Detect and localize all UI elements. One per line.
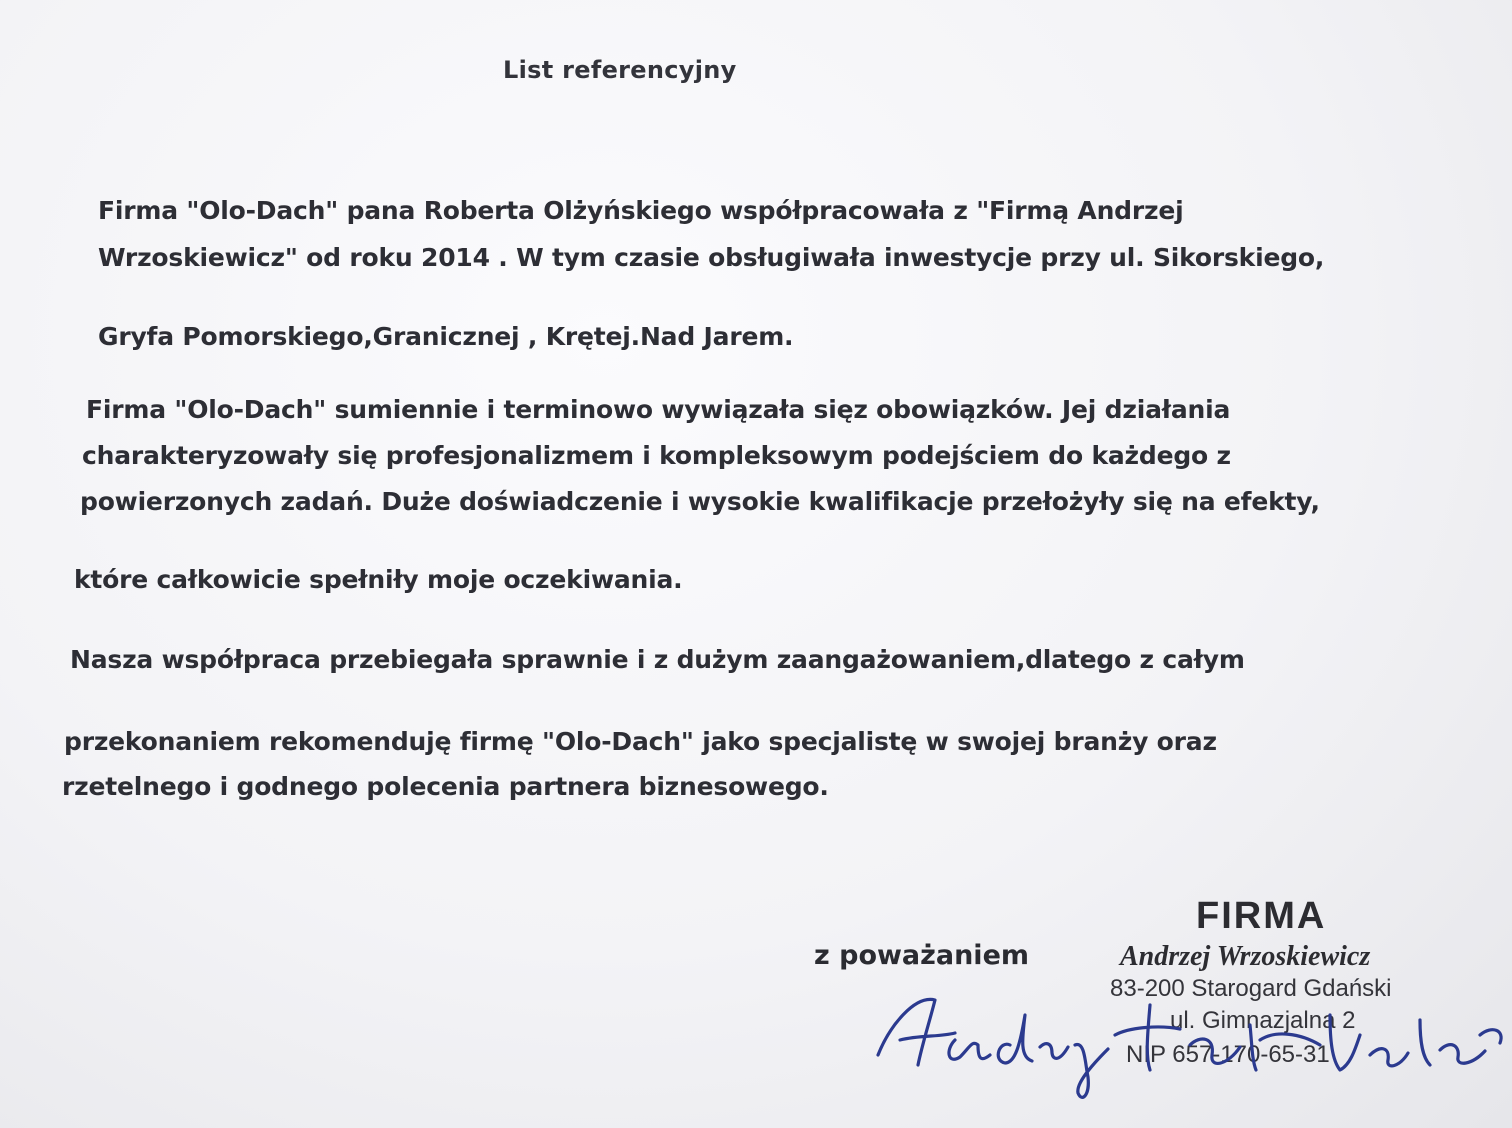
body-line: Gryfa Pomorskiego,Granicznej , Krętej.Nad Jarem.: [98, 322, 794, 351]
body-line: rzetelnego i godnego polecenia partnera biznesowego.: [62, 772, 829, 801]
closing-salutation: z poważaniem: [814, 940, 1030, 971]
stamp-street: ul. Gimnazjalna 2: [1170, 1007, 1356, 1034]
stamp-name: Andrzej Wrzoskiewicz: [1120, 941, 1371, 972]
body-line: które całkowicie spełniły moje oczekiwania.: [74, 565, 683, 594]
stamp-firma: FIRMA: [1196, 895, 1327, 937]
body-line: Wrzoskiewicz" od roku 2014 . W tym czasie obsługiwała inwestycje przy ul. Sikorskiego,: [98, 243, 1325, 272]
body-line: przekonaniem rekomenduję firmę "Olo-Dach" jako specjalistę w swojej branży oraz: [64, 727, 1217, 756]
body-line: Firma "Olo-Dach" pana Roberta Olżyńskiego współpracowała z "Firmą Andrzej: [98, 196, 1184, 225]
handwritten-signature: [860, 985, 1510, 1105]
body-line: Firma "Olo-Dach" sumiennie i terminowo wywiązała sięz obowiązków. Jej działania: [86, 395, 1231, 424]
stamp-city: 83-200 Starogard Gdański: [1110, 975, 1392, 1002]
stamp-nip: NIP 657-170-65-31: [1126, 1041, 1330, 1068]
body-line: Nasza współpraca przebiegała sprawnie i z dużym zaangażowaniem,dlatego z całym: [70, 645, 1245, 674]
document-title: List referencyjny: [503, 56, 737, 84]
body-line: charakteryzowały się profesjonalizmem i kompleksowym podejściem do każdego z: [82, 441, 1231, 470]
body-line: powierzonych zadań. Duże doświadczenie i wysokie kwalifikacje przełożyły się na efekty,: [80, 487, 1320, 516]
